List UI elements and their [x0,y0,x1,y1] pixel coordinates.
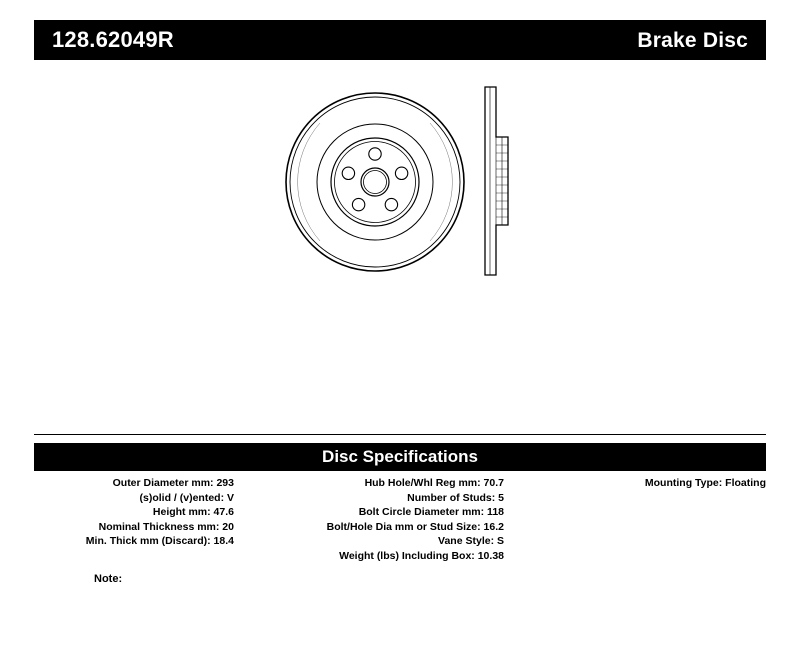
spec-item: Hub Hole/Whl Reg mm: 70.7 [364,477,504,489]
technical-drawing [280,75,540,290]
spec-section-title: Disc Specifications [322,447,478,466]
header-bar [34,20,766,60]
spec-column-right [524,476,766,491]
spec-column-middle [256,476,504,564]
divider-rule [34,434,766,435]
spec-item: Outer Diameter mm: 293 [112,477,234,489]
spec-item: Number of Studs: 5 [407,491,504,504]
spec-column-left [34,476,234,549]
brake-disc-side-section-view [485,87,508,275]
spec-item: Height mm: 47.6 [152,506,234,519]
spec-item: Weight (lbs) Including Box: 10.38 [339,549,504,562]
spec-item: Vane Style: S [438,535,504,548]
note-label: Note: [94,573,123,585]
spec-item: Mounting Type: Floating [644,477,766,489]
spec-item: Min. Thick mm (Discard): 18.4 [85,535,234,548]
spec-item: (s)olid / (v)ented: V [139,491,234,504]
part-number: 128.62049R [52,27,174,52]
spec-item: Bolt/Hole Dia mm or Stud Size: 16.2 [326,520,504,533]
spec-item: Bolt Circle Diameter mm: 118 [358,506,504,519]
disc-specifications-bar [34,443,766,471]
brake-disc-front-view [286,93,464,271]
product-type-label: Brake Disc [637,28,748,52]
spec-item: Nominal Thickness mm: 20 [98,520,234,533]
